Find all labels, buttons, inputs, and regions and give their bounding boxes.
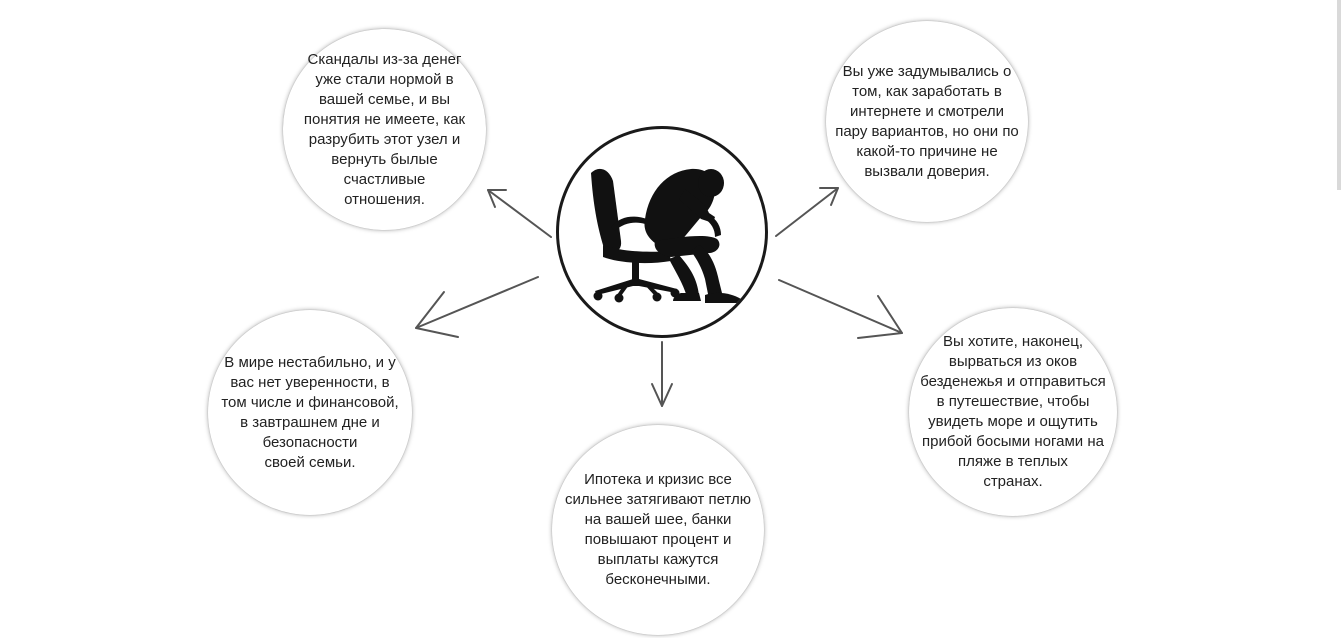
node-online-earning <box>826 21 1028 222</box>
arrow-to-top-right <box>776 188 838 236</box>
arrow-to-top-left <box>488 190 551 237</box>
node-instability-text: В мире нестабильно, и у вас нет уверенности, в том числе и финансовой, в завтрашнем дне и безопасности своей семьи. <box>221 353 399 471</box>
node-travel-text: Вы хотите, наконец, вырваться из оков безденежья и отправиться в путешествие, чтобы увидеть море и ощутить прибой босыми ногами на пляже в теплых странах. <box>920 333 1106 490</box>
node-money-scandals-text: Скандалы из-за денег уже стали нормой в вашей семье, и вы понятия не имеете, как разрубить этот узел и вернуть былые счастливые отношения. <box>303 50 466 208</box>
arrow-to-bottom <box>652 342 672 406</box>
arrow-to-left <box>416 277 538 337</box>
stressed-person-on-office-chair-icon <box>559 129 765 335</box>
node-online-earning-text: Вы уже задумывались о том, как заработать в интернете и смотрели пару вариантов, но они по какой-то причине не вызвали доверия. <box>835 62 1019 180</box>
node-mortgage-crisis-text: Ипотека и кризис все сильнее затягивают петлю на вашей шее, банки повышают процент и выплаты кажутся бесконечными. <box>565 471 751 588</box>
node-instability <box>208 310 412 515</box>
node-mortgage-crisis <box>552 425 764 635</box>
node-travel <box>909 308 1117 516</box>
arrow-to-bottom-right <box>779 280 902 338</box>
center-icon-circle <box>556 126 768 338</box>
node-money-scandals <box>283 29 486 230</box>
